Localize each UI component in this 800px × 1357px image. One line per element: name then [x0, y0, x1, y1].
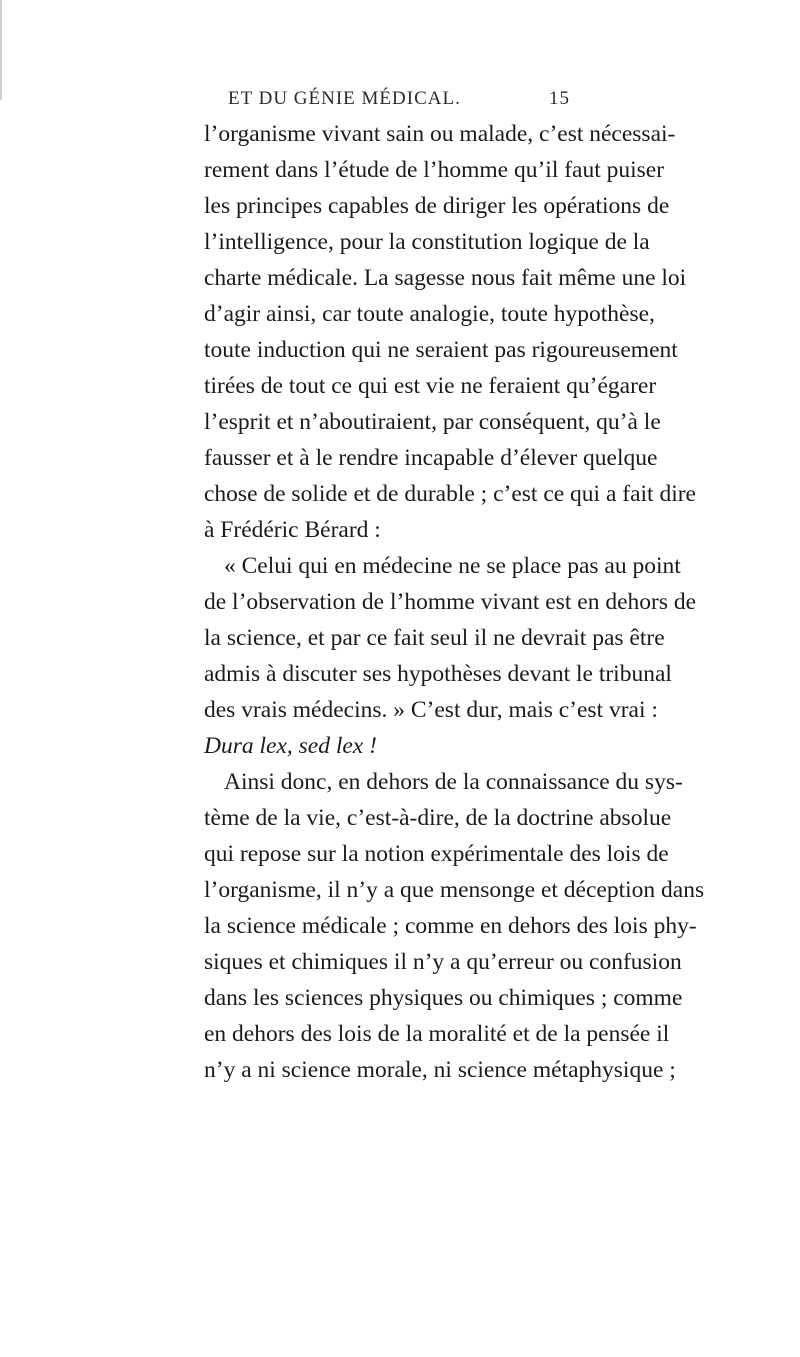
text-line: toute induction qui ne seraient pas rigoureusement: [204, 337, 678, 363]
text-line: l’esprit et n’aboutiraient, par conséquent, qu’à le: [204, 409, 661, 435]
text-line: d’agir ainsi, car toute analogie, toute hypothèse,: [204, 301, 655, 327]
text-line: chose de solide et de durable ; c’est ce qui a fait dire: [204, 481, 696, 507]
text-line: tème de la vie, c’est-à-dire, de la doctrine absolue: [204, 805, 672, 831]
text-line: la science médicale ; comme en dehors des lois phy-: [204, 913, 697, 939]
text-line: l’organisme vivant sain ou malade, c’est nécessai-: [204, 121, 676, 147]
text-line: « Celui qui en médecine ne se place pas au point: [224, 553, 681, 579]
text-line: à Frédéric Bérard :: [204, 517, 381, 543]
running-header: [228, 88, 570, 116]
text-line: tirées de tout ce qui est vie ne feraient qu’égarer: [204, 373, 657, 399]
text-line: les principes capables de diriger les opérations de: [204, 193, 670, 219]
text-line: n’y a ni science morale, ni science métaphysique ;: [204, 1057, 676, 1083]
text-line: des vrais médecins. » C’est dur, mais c’est vrai :: [204, 697, 658, 723]
text-line: qui repose sur la notion expérimentale des lois de: [204, 841, 669, 867]
text-line: charte médicale. La sagesse nous fait même une loi: [204, 265, 687, 291]
running-title: ET DU GÉNIE MÉDICAL.: [228, 88, 461, 109]
latin-maxim: Dura lex, sed lex !: [204, 733, 377, 759]
text-line: dans les sciences physiques ou chimiques ; comme: [204, 985, 683, 1011]
text-line: l’intelligence, pour la constitution logique de la: [204, 229, 650, 255]
text-line: siques et chimiques il n’y a qu’erreur ou confusion: [204, 949, 682, 975]
text-line: Ainsi donc, en dehors de la connaissance du sys-: [224, 769, 683, 795]
text-line: admis à discuter ses hypothèses devant le tribunal: [204, 661, 672, 687]
text-line: la science, et par ce fait seul il ne devrait pas être: [204, 625, 665, 651]
page-number: 15: [549, 88, 570, 109]
page-edge: [0, 0, 2, 100]
text-line: de l’observation de l’homme vivant est en dehors de: [204, 589, 697, 615]
text-line: en dehors des lois de la moralité et de la pensée il: [204, 1021, 670, 1047]
text-line: fausser et à le rendre incapable d’élever quelque: [204, 445, 658, 471]
text-line: rement dans l’étude de l’homme qu’il faut puiser: [204, 157, 665, 183]
body-text: [204, 116, 705, 1088]
text-line: l’organisme, il n’y a que mensonge et déception dans: [204, 877, 705, 903]
